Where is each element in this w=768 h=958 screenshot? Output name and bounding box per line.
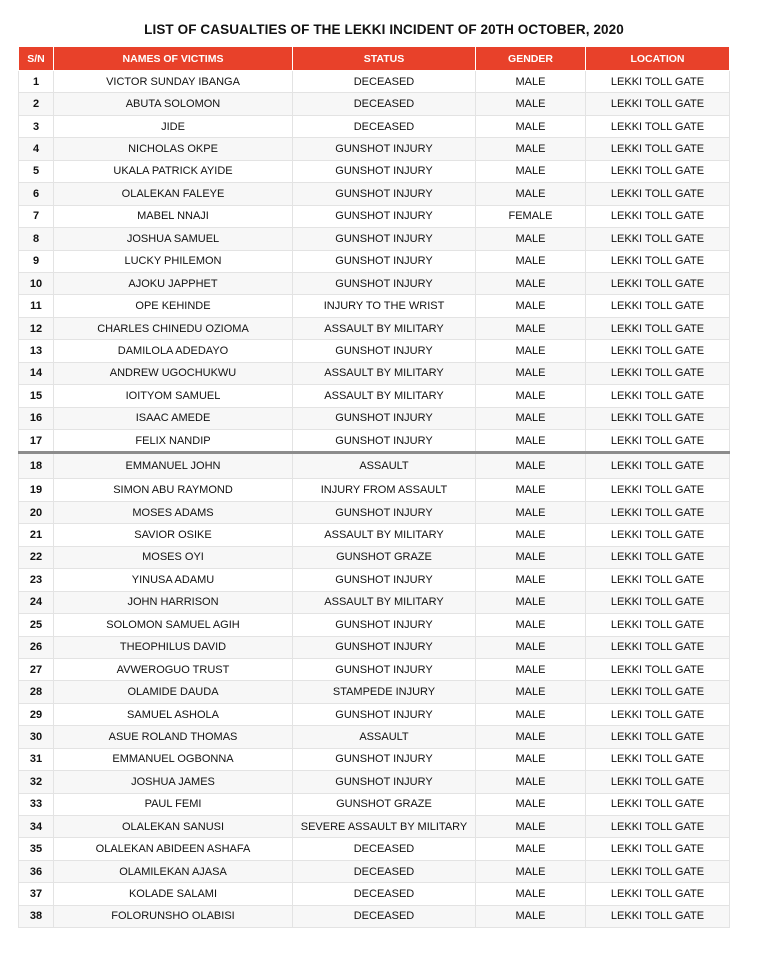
cell-gender: MALE [476,479,586,501]
cell-location: LEKKI TOLL GATE [586,883,730,905]
cell-location: LEKKI TOLL GATE [586,317,730,339]
cell-gender: MALE [476,703,586,725]
table-row [19,905,730,927]
cell-status: GUNSHOT INJURY [293,138,476,160]
table-body [19,71,730,928]
header-sn: S/N [19,47,54,71]
cell-gender: MALE [476,272,586,294]
cell-gender: MALE [476,681,586,703]
cell-status: DECEASED [293,860,476,882]
cell-sn: 6 [19,183,54,205]
table-row [19,93,730,115]
cell-sn: 36 [19,860,54,882]
table-row [19,681,730,703]
cell-name: SOLOMON SAMUEL AGIH [54,614,293,636]
cell-status: DECEASED [293,883,476,905]
cell-name: OLALEKAN ABIDEEN ASHAFA [54,838,293,860]
cell-name: IOITYOM SAMUEL [54,385,293,407]
cell-gender: MALE [476,860,586,882]
cell-gender: MALE [476,71,586,93]
cell-gender: MALE [476,793,586,815]
cell-name: EMMANUEL OGBONNA [54,748,293,770]
cell-name: MOSES ADAMS [54,501,293,523]
cell-gender: MALE [476,115,586,137]
cell-gender: MALE [476,250,586,272]
cell-location: LEKKI TOLL GATE [586,703,730,725]
table-row [19,295,730,317]
cell-gender: MALE [476,748,586,770]
cell-location: LEKKI TOLL GATE [586,362,730,384]
cell-name: ANDREW UGOCHUKWU [54,362,293,384]
cell-status: INJURY FROM ASSAULT [293,479,476,501]
header-gender: GENDER [476,47,586,71]
cell-location: LEKKI TOLL GATE [586,272,730,294]
table-header [19,47,730,71]
cell-status: ASSAULT [293,726,476,748]
cell-status: GUNSHOT INJURY [293,340,476,362]
cell-sn: 11 [19,295,54,317]
table-row [19,453,730,479]
cell-gender: MALE [476,160,586,182]
cell-gender: MALE [476,340,586,362]
table-row [19,71,730,93]
cell-sn: 27 [19,658,54,680]
cell-sn: 26 [19,636,54,658]
cell-status: GUNSHOT INJURY [293,771,476,793]
cell-status: GUNSHOT INJURY [293,183,476,205]
cell-gender: MALE [476,317,586,339]
cell-name: YINUSA ADAMU [54,569,293,591]
cell-sn: 13 [19,340,54,362]
cell-gender: MALE [476,362,586,384]
cell-sn: 10 [19,272,54,294]
cell-gender: MALE [476,838,586,860]
cell-name: OLALEKAN FALEYE [54,183,293,205]
cell-location: LEKKI TOLL GATE [586,501,730,523]
cell-status: DECEASED [293,71,476,93]
cell-status: INJURY TO THE WRIST [293,295,476,317]
table-row [19,407,730,429]
cell-name: SIMON ABU RAYMOND [54,479,293,501]
table-row [19,501,730,523]
cell-location: LEKKI TOLL GATE [586,569,730,591]
cell-sn: 20 [19,501,54,523]
cell-location: LEKKI TOLL GATE [586,340,730,362]
cell-location: LEKKI TOLL GATE [586,860,730,882]
cell-status: GUNSHOT INJURY [293,250,476,272]
cell-sn: 1 [19,71,54,93]
cell-sn: 33 [19,793,54,815]
table-row [19,546,730,568]
table-row [19,748,730,770]
header-status: STATUS [293,47,476,71]
cell-name: JOSHUA SAMUEL [54,228,293,250]
cell-gender: MALE [476,93,586,115]
cell-status: GUNSHOT INJURY [293,205,476,227]
cell-sn: 4 [19,138,54,160]
cell-location: LEKKI TOLL GATE [586,614,730,636]
cell-location: LEKKI TOLL GATE [586,250,730,272]
cell-location: LEKKI TOLL GATE [586,524,730,546]
cell-name: DAMILOLA ADEDAYO [54,340,293,362]
cell-sn: 32 [19,771,54,793]
cell-location: LEKKI TOLL GATE [586,407,730,429]
table-row [19,362,730,384]
cell-location: LEKKI TOLL GATE [586,748,730,770]
cell-name: THEOPHILUS DAVID [54,636,293,658]
table-row [19,703,730,725]
cell-sn: 15 [19,385,54,407]
cell-location: LEKKI TOLL GATE [586,183,730,205]
table-row [19,883,730,905]
table-row [19,771,730,793]
cell-name: CHARLES CHINEDU OZIOMA [54,317,293,339]
table-row [19,726,730,748]
cell-sn: 21 [19,524,54,546]
cell-gender: MALE [476,771,586,793]
cell-status: ASSAULT [293,453,476,479]
cell-name: NICHOLAS OKPE [54,138,293,160]
header-location: LOCATION [586,47,730,71]
cell-sn: 37 [19,883,54,905]
cell-location: LEKKI TOLL GATE [586,591,730,613]
cell-sn: 16 [19,407,54,429]
cell-location: LEKKI TOLL GATE [586,771,730,793]
cell-name: LUCKY PHILEMON [54,250,293,272]
cell-location: LEKKI TOLL GATE [586,385,730,407]
cell-location: LEKKI TOLL GATE [586,93,730,115]
table-row [19,272,730,294]
cell-name: JOSHUA JAMES [54,771,293,793]
cell-sn: 2 [19,93,54,115]
cell-location: LEKKI TOLL GATE [586,838,730,860]
cell-gender: MALE [476,614,586,636]
cell-name: VICTOR SUNDAY IBANGA [54,71,293,93]
cell-status: GUNSHOT INJURY [293,658,476,680]
cell-status: ASSAULT BY MILITARY [293,524,476,546]
cell-location: LEKKI TOLL GATE [586,479,730,501]
cell-sn: 38 [19,905,54,927]
cell-gender: MALE [476,407,586,429]
cell-status: GUNSHOT GRAZE [293,546,476,568]
cell-sn: 34 [19,816,54,838]
table-row [19,479,730,501]
cell-name: FOLORUNSHO OLABISI [54,905,293,927]
table-row [19,658,730,680]
cell-sn: 17 [19,430,54,453]
table-row [19,430,730,453]
table-row [19,524,730,546]
table-row [19,205,730,227]
cell-sn: 18 [19,453,54,479]
cell-sn: 7 [19,205,54,227]
cell-status: GUNSHOT INJURY [293,160,476,182]
cell-sn: 31 [19,748,54,770]
cell-location: LEKKI TOLL GATE [586,205,730,227]
table-row [19,138,730,160]
cell-name: JOHN HARRISON [54,591,293,613]
cell-gender: MALE [476,883,586,905]
cell-gender: FEMALE [476,205,586,227]
cell-gender: MALE [476,591,586,613]
cell-location: LEKKI TOLL GATE [586,295,730,317]
cell-status: GUNSHOT INJURY [293,228,476,250]
cell-status: GUNSHOT INJURY [293,272,476,294]
cell-location: LEKKI TOLL GATE [586,71,730,93]
cell-status: SEVERE ASSAULT BY MILITARY [293,816,476,838]
table-row [19,569,730,591]
table-row [19,614,730,636]
cell-sn: 19 [19,479,54,501]
header-names: NAMES OF VICTIMS [54,47,293,71]
cell-name: PAUL FEMI [54,793,293,815]
cell-status: GUNSHOT INJURY [293,430,476,453]
cell-gender: MALE [476,569,586,591]
table-row [19,340,730,362]
cell-name: FELIX NANDIP [54,430,293,453]
cell-gender: MALE [476,658,586,680]
cell-location: LEKKI TOLL GATE [586,905,730,927]
cell-location: LEKKI TOLL GATE [586,658,730,680]
cell-status: GUNSHOT INJURY [293,636,476,658]
cell-location: LEKKI TOLL GATE [586,681,730,703]
cell-name: UKALA PATRICK AYIDE [54,160,293,182]
table-row [19,636,730,658]
table-row [19,160,730,182]
cell-location: LEKKI TOLL GATE [586,453,730,479]
header-row [19,47,730,71]
cell-gender: MALE [476,228,586,250]
cell-location: LEKKI TOLL GATE [586,816,730,838]
cell-name: MOSES OYI [54,546,293,568]
cell-location: LEKKI TOLL GATE [586,160,730,182]
cell-location: LEKKI TOLL GATE [586,793,730,815]
cell-gender: MALE [476,726,586,748]
cell-sn: 8 [19,228,54,250]
cell-status: DECEASED [293,93,476,115]
cell-name: ISAAC AMEDE [54,407,293,429]
cell-location: LEKKI TOLL GATE [586,228,730,250]
cell-status: ASSAULT BY MILITARY [293,385,476,407]
cell-location: LEKKI TOLL GATE [586,546,730,568]
cell-name: OPE KEHINDE [54,295,293,317]
cell-gender: MALE [476,816,586,838]
cell-sn: 25 [19,614,54,636]
cell-gender: MALE [476,183,586,205]
cell-status: STAMPEDE INJURY [293,681,476,703]
table-row [19,385,730,407]
table-row [19,816,730,838]
cell-gender: MALE [476,138,586,160]
table-row [19,838,730,860]
cell-status: GUNSHOT INJURY [293,703,476,725]
cell-name: ASUE ROLAND THOMAS [54,726,293,748]
cell-location: LEKKI TOLL GATE [586,138,730,160]
cell-sn: 5 [19,160,54,182]
cell-status: GUNSHOT INJURY [293,501,476,523]
cell-sn: 12 [19,317,54,339]
cell-sn: 24 [19,591,54,613]
cell-name: KOLADE SALAMI [54,883,293,905]
cell-gender: MALE [476,546,586,568]
casualties-table [18,46,730,928]
cell-status: GUNSHOT INJURY [293,748,476,770]
cell-sn: 30 [19,726,54,748]
cell-name: EMMANUEL JOHN [54,453,293,479]
cell-status: DECEASED [293,905,476,927]
cell-gender: MALE [476,453,586,479]
cell-name: JIDE [54,115,293,137]
cell-sn: 28 [19,681,54,703]
cell-gender: MALE [476,295,586,317]
cell-gender: MALE [476,501,586,523]
cell-status: GUNSHOT INJURY [293,614,476,636]
cell-sn: 29 [19,703,54,725]
cell-gender: MALE [476,905,586,927]
cell-status: DECEASED [293,838,476,860]
cell-status: DECEASED [293,115,476,137]
cell-gender: MALE [476,385,586,407]
cell-name: SAVIOR OSIKE [54,524,293,546]
cell-status: GUNSHOT INJURY [293,407,476,429]
cell-status: ASSAULT BY MILITARY [293,591,476,613]
cell-name: AVWEROGUO TRUST [54,658,293,680]
cell-name: OLALEKAN SANUSI [54,816,293,838]
table-row [19,228,730,250]
cell-location: LEKKI TOLL GATE [586,115,730,137]
table-row [19,183,730,205]
cell-status: ASSAULT BY MILITARY [293,317,476,339]
cell-name: OLAMILEKAN AJASA [54,860,293,882]
cell-name: SAMUEL ASHOLA [54,703,293,725]
cell-gender: MALE [476,524,586,546]
cell-status: ASSAULT BY MILITARY [293,362,476,384]
table-row [19,250,730,272]
cell-status: GUNSHOT GRAZE [293,793,476,815]
cell-sn: 23 [19,569,54,591]
cell-name: AJOKU JAPPHET [54,272,293,294]
cell-gender: MALE [476,430,586,453]
table-row [19,793,730,815]
table-row [19,115,730,137]
cell-sn: 14 [19,362,54,384]
table-row [19,860,730,882]
cell-name: MABEL NNAJI [54,205,293,227]
table-row [19,317,730,339]
cell-sn: 3 [19,115,54,137]
cell-sn: 9 [19,250,54,272]
cell-name: OLAMIDE DAUDA [54,681,293,703]
cell-name: ABUTA SOLOMON [54,93,293,115]
cell-location: LEKKI TOLL GATE [586,636,730,658]
cell-sn: 22 [19,546,54,568]
page-title: LIST OF CASUALTIES OF THE LEKKI INCIDENT OF 20TH OCTOBER, 2020 [144,22,624,37]
table-row [19,591,730,613]
cell-gender: MALE [476,636,586,658]
cell-location: LEKKI TOLL GATE [586,726,730,748]
cell-status: GUNSHOT INJURY [293,569,476,591]
cell-location: LEKKI TOLL GATE [586,430,730,453]
cell-sn: 35 [19,838,54,860]
